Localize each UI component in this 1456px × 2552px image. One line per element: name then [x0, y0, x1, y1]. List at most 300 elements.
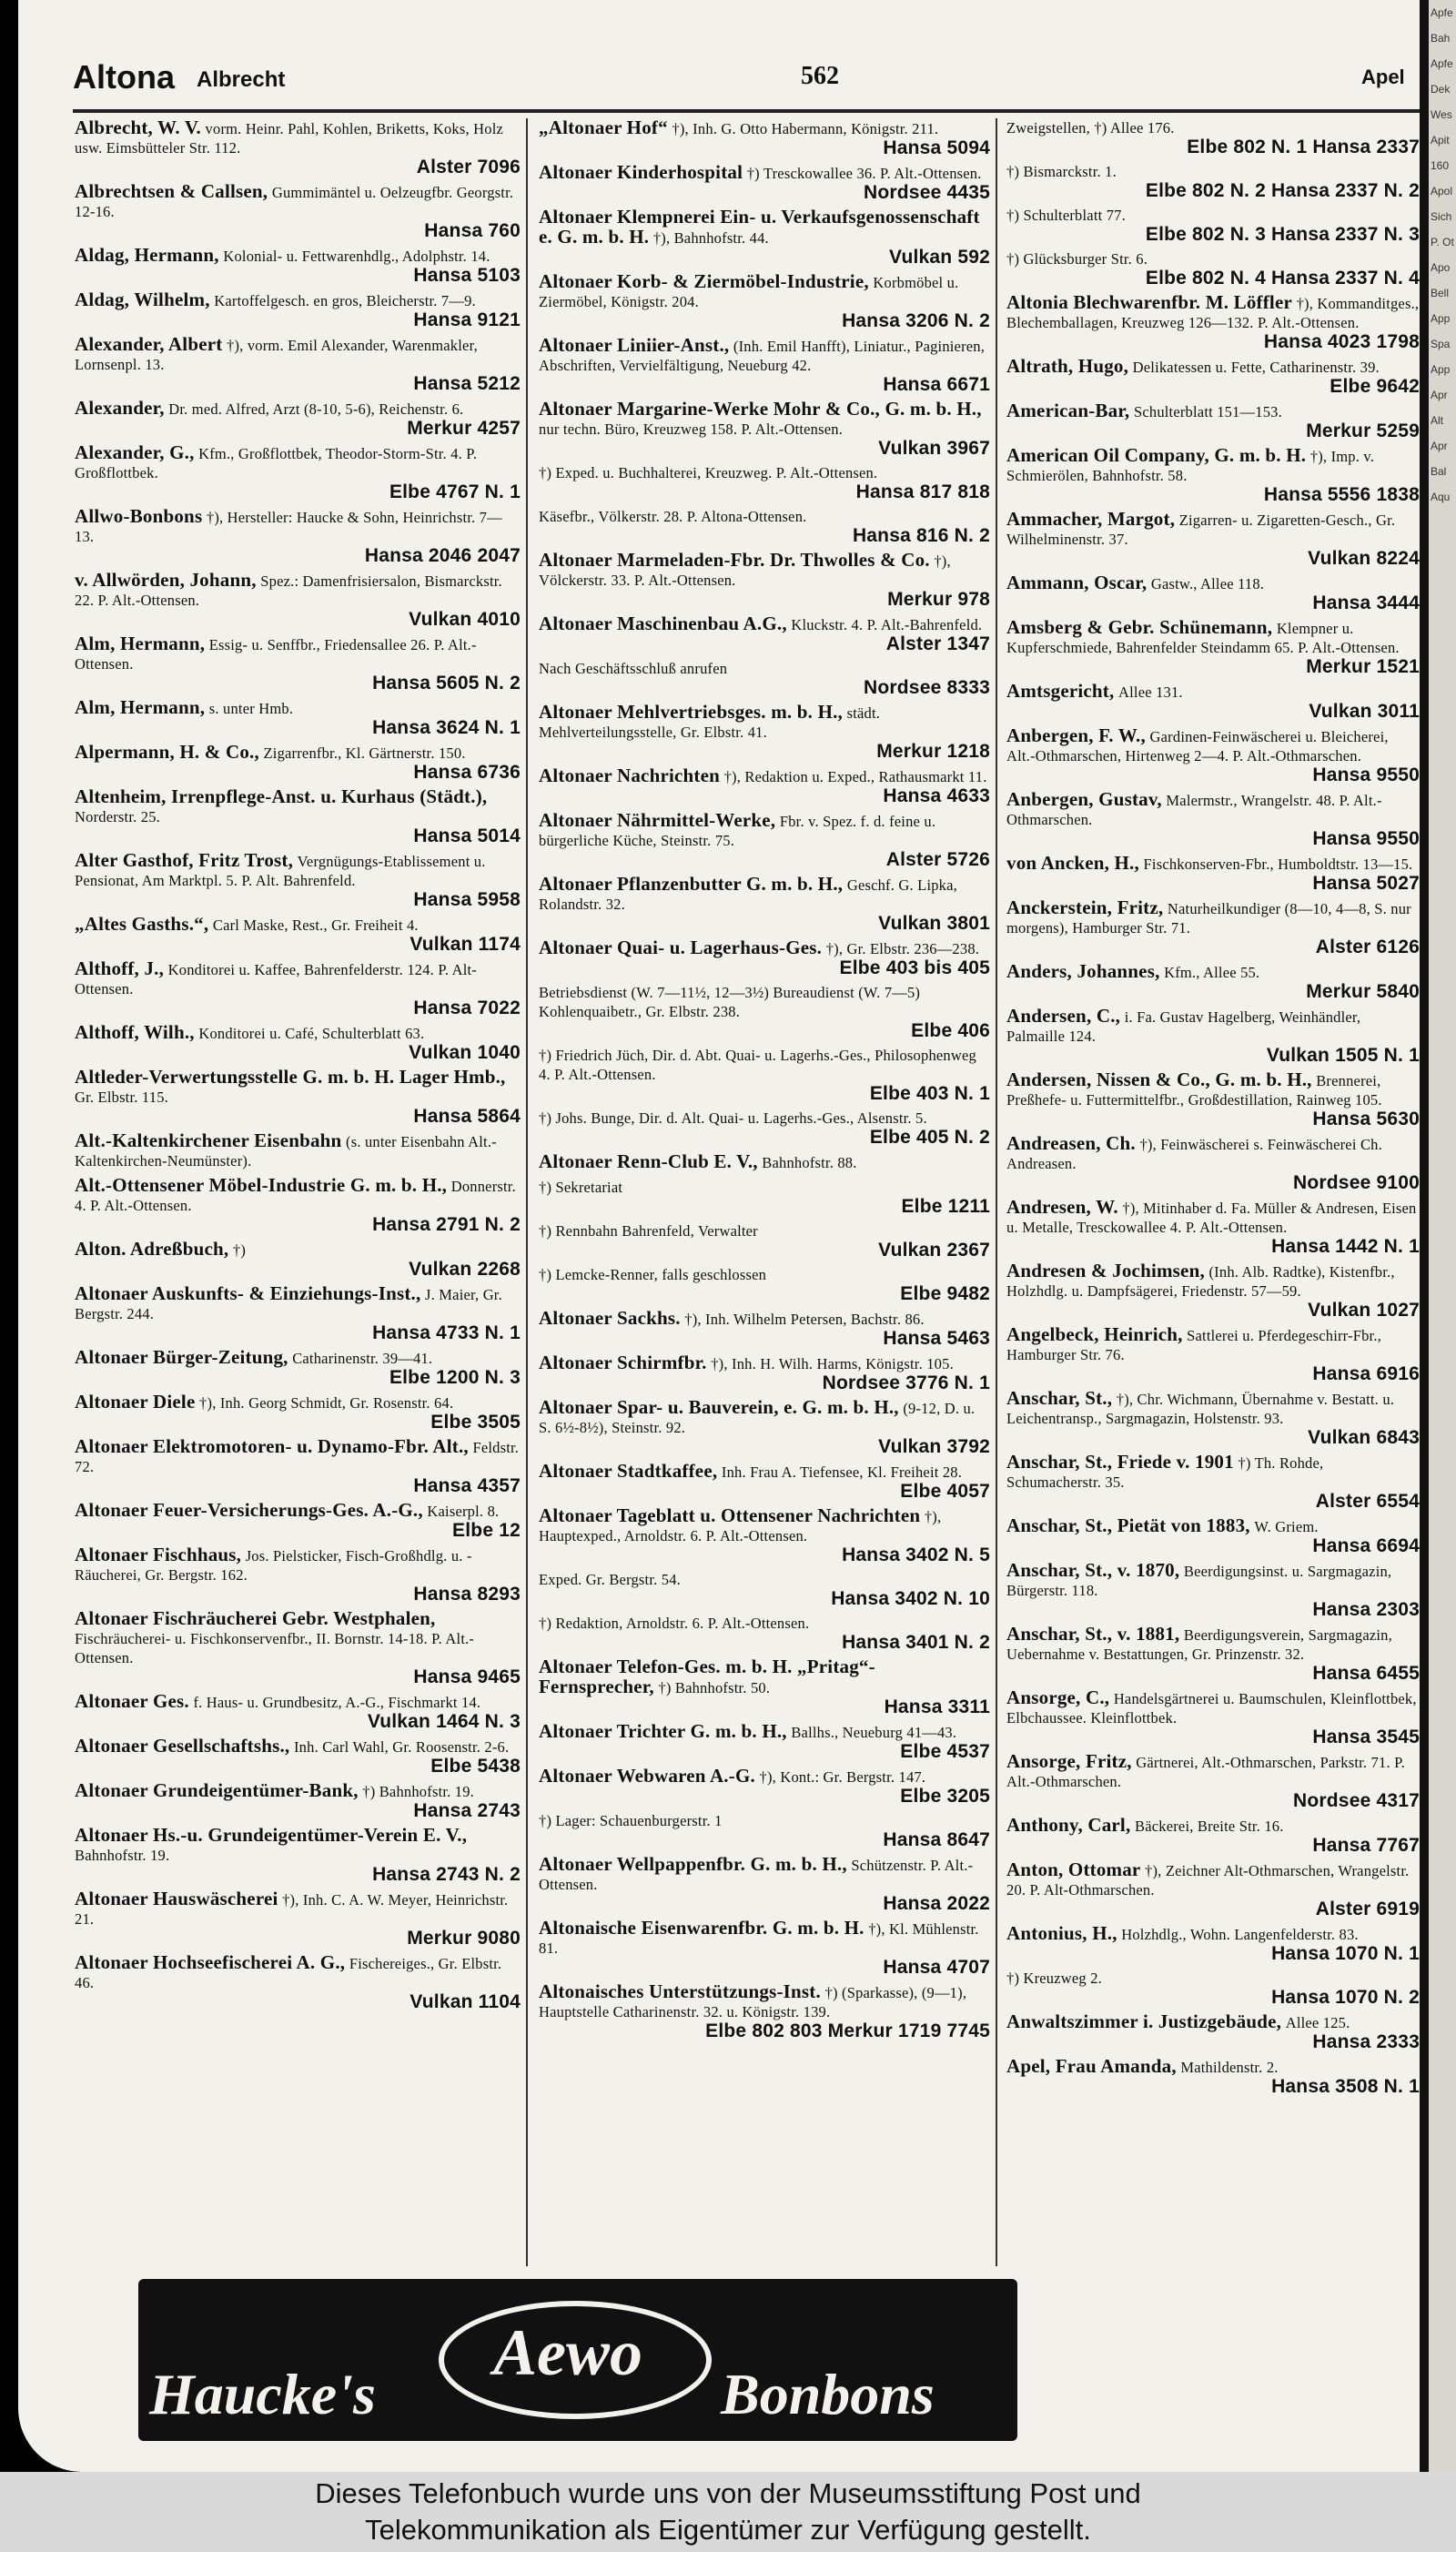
entry-detail: Fischräucherei- u. Fischkonservenfbr., II. Bornstr. 14-18. P. Alt.-Ottensen.: [75, 1630, 475, 1666]
directory-entry: [539, 1178, 990, 1216]
entry-name: v. Allwörden, Johann,: [75, 569, 257, 591]
entry-phone: Merkur 4257: [407, 418, 521, 439]
entry-phone: Elbe 802 803 Merkur 1719 7745: [705, 2020, 990, 2041]
entry-phone: Hansa 5864: [413, 1106, 521, 1127]
entry-detail: †), Bahnhofstr. 44.: [652, 229, 769, 247]
directory-entry: [539, 1919, 990, 1977]
column-divider: [996, 118, 997, 2266]
entry-detail: Allee 125.: [1285, 2014, 1350, 2031]
entry-name: Antonius, H.,: [1006, 1922, 1117, 1944]
directory-entry: [75, 1545, 521, 1604]
entry-phone: Vulkan 3792: [878, 1436, 990, 1457]
entry-name: Alexander,: [75, 397, 165, 419]
entry-name: Amtsgericht,: [1006, 680, 1115, 702]
entry-phone: Merkur 5840: [1306, 981, 1420, 1002]
entry-phone: Vulkan 6843: [1308, 1427, 1420, 1448]
entry-detail: †) Kreuzweg 2.: [1006, 1970, 1102, 1987]
entry-name: Altonaer Fischräucherei Gebr. Westphalen,: [75, 1607, 436, 1629]
directory-entry: [75, 246, 521, 285]
entry-detail: (Inh. Emil Hanfft), Liniatur., Paginieren, Abschriften, Vervielfältigung, Neueburg 42.: [539, 338, 986, 374]
entry-detail: Kluckstr. 4. P. Alt.-Bahrenfeld.: [791, 616, 983, 633]
entry-phone: Vulkan 592: [889, 247, 990, 268]
directory-entry: [1006, 1198, 1420, 1256]
entry-phone: Hansa 6736: [413, 762, 521, 783]
entry-name: Anders, Johannes,: [1006, 960, 1160, 982]
directory-entry: [75, 399, 521, 438]
entry-name: Anton, Ottomar: [1006, 1858, 1141, 1880]
entry-detail: †), Inh. C. A. W. Meyer, Heinrichstr. 21.: [75, 1891, 509, 1928]
directory-entry: [539, 118, 990, 157]
entry-phone: Hansa 5103: [413, 265, 521, 286]
column-divider: [526, 118, 528, 2266]
ad-brand: Haucke's: [149, 2362, 376, 2426]
entry-detail: Käsefbr., Völkerstr. 28. P. Altona-Ottensen.: [539, 508, 807, 525]
entry-detail: †), Mitinhaber d. Fa. Müller & Andresen, Eisen u. Metalle, Tresckowallee 4. P. Alt.-Ottensen.: [1006, 1200, 1417, 1236]
entry-phone: Vulkan 3011: [1309, 701, 1420, 722]
directory-entry: [539, 1265, 990, 1303]
entry-phone: Elbe 9642: [1330, 376, 1420, 397]
entry-detail: (s. unter Eisenbahn Alt.-Kaltenkirchen-Neumünster).: [75, 1133, 497, 1170]
directory-entry: [539, 1398, 990, 1456]
entry-phone: Hansa 7022: [413, 998, 521, 1018]
entry-phone: Hansa 3444: [1312, 592, 1420, 613]
entry-name: Altonaer Marmeladen-Fbr. Dr. Thwolles & Co.: [539, 549, 930, 571]
entry-phone: Vulkan 3801: [878, 913, 990, 934]
directory-entry: [539, 507, 990, 545]
directory-entry: [1006, 898, 1420, 957]
entry-name: Altonaer Sackhs.: [539, 1307, 681, 1329]
directory-entry: [539, 463, 990, 501]
entry-detail: Exped. Gr. Bergstr. 54.: [539, 1571, 681, 1588]
entry-name: Anckerstein, Fritz,: [1006, 896, 1164, 918]
directory-entry: [539, 983, 990, 1040]
entry-name: von Ancken, H.,: [1006, 852, 1139, 874]
entry-detail: nur techn. Büro, Kreuzweg 158. P. Alt.-Ottensen.: [539, 420, 844, 438]
entry-phone: Hansa 3401 N. 2: [842, 1632, 990, 1653]
entry-detail: †), Hauptexped., Arnoldstr. 6. P. Alt.-Ottensen.: [539, 1508, 942, 1544]
directory-entry: [75, 1692, 521, 1731]
directory-entry: [75, 1176, 521, 1234]
entry-detail: Allee 131.: [1118, 684, 1183, 701]
entry-phone: Hansa 3624 N. 1: [372, 717, 521, 738]
entry-phone: Hansa 2791 N. 2: [372, 1214, 521, 1235]
entry-phone: Merkur 1218: [876, 741, 990, 762]
entry-phone: Vulkan 2367: [878, 1240, 990, 1261]
entry-detail: †) Lager: Schauenburgerstr. 1: [539, 1812, 723, 1829]
directory-entry: [539, 875, 990, 933]
entry-detail: Fischkonserven-Fbr., Humboldtstr. 13—15.: [1143, 856, 1413, 873]
entry-name: Altonaer Feuer-Versicherungs-Ges. A.-G.,: [75, 1499, 423, 1521]
entry-name: Ammacher, Margot,: [1006, 508, 1176, 530]
entry-phone: Elbe 802 N. 1 Hansa 2337: [1187, 137, 1420, 157]
entry-name: Altonaer Ges.: [75, 1690, 189, 1712]
entry-name: Altonaer Telefon-Ges. m. b. H. „Pritag“-Fernsprecher,: [539, 1656, 875, 1697]
adjacent-page-fragment: P. Ot: [1431, 236, 1454, 248]
entry-phone: Merkur 1521: [1306, 656, 1420, 677]
entry-detail: Fbr. v. Spez. f. d. feine u. bürgerliche Küche, Steinstr. 75.: [539, 813, 936, 849]
entry-name: American Oil Company, G. m. b. H.: [1006, 444, 1307, 466]
entry-phone: Elbe 1200 N. 3: [389, 1367, 521, 1388]
directory-entry: [539, 766, 990, 805]
entry-phone: Hansa 9550: [1312, 828, 1420, 849]
directory-entry: [75, 1068, 521, 1126]
entry-detail: †) Rennbahn Bahrenfeld, Verwalter: [539, 1222, 758, 1240]
entry-name: Altonaer Elektromotoren- u. Dynamo-Fbr. Alt.,: [75, 1435, 469, 1457]
entry-detail: Zigarrenfbr., Kl. Gärtnerstr. 150.: [263, 744, 466, 762]
directory-entry: [75, 507, 521, 565]
footer-line-2: Telekommunikation als Eigentümer zur Verfügung gestellt.: [365, 2514, 1091, 2546]
entry-name: Albrechtsen & Callsen,: [75, 180, 268, 202]
entry-detail: Feldstr. 72.: [75, 1439, 520, 1475]
entry-phone: Hansa 2046 2047: [364, 545, 521, 566]
entry-detail: Inh. Carl Wahl, Gr. Roosenstr. 2-6.: [293, 1738, 510, 1756]
directory-entry: [75, 915, 521, 954]
directory-entry: [1006, 162, 1420, 200]
entry-phone: Hansa 5094: [883, 137, 990, 158]
directory-entry: [75, 1953, 521, 2011]
directory-entry: [539, 1353, 990, 1392]
entry-detail: Kfm., Allee 55.: [1164, 964, 1260, 981]
directory-entry: [539, 1722, 990, 1761]
entry-detail: †), Inh. H. Wilh. Harms, Königstr. 105.: [711, 1355, 954, 1372]
directory-entry: [539, 1657, 990, 1717]
entry-detail: städt. Mehlverteilungsstelle, Gr. Elbstr. 41.: [539, 704, 881, 741]
entry-detail: †) Lemcke-Renner, falls geschlossen: [539, 1266, 767, 1283]
entry-detail: Jos. Pielsticker, Fisch-Großhdlg. u. -Räucherei, Gr. Bergstr. 162.: [75, 1547, 472, 1584]
entry-detail: †) (Sparkasse), (9—1), Hauptstelle Catharinenstr. 32. u. Königstr. 139.: [539, 1984, 967, 2020]
entry-phone: Hansa 9121: [413, 309, 521, 330]
directory-entry: [75, 634, 521, 693]
directory-entry: [539, 1982, 990, 2041]
directory-entry: [75, 743, 521, 782]
entry-detail: †), Kl. Mühlenstr. 81.: [539, 1920, 979, 1957]
entry-phone: Elbe 3205: [900, 1786, 990, 1807]
entry-name: Andersen, C.,: [1006, 1005, 1121, 1027]
entry-name: Alexander, G.,: [75, 441, 195, 463]
entry-phone: Hansa 3545: [1312, 1727, 1420, 1747]
entry-name: Aldag, Wilhelm,: [75, 289, 210, 310]
entry-name: Altonaisches Unterstützungs-Inst.: [539, 1980, 821, 2002]
entry-phone: Elbe 5438: [430, 1756, 521, 1777]
entry-phone: Hansa 4023 1798: [1263, 331, 1420, 352]
page-number: 562: [801, 62, 839, 90]
entry-detail: Klempner u. Kupferschmiede, Bahrenfelder Steindamm 65. P. Alt.-Ottensen.: [1006, 620, 1400, 656]
entry-name: Altonaer Hauswäscherei: [75, 1888, 278, 1909]
entry-name: Altonaer Wellpappenfbr. G. m. b. H.,: [539, 1853, 847, 1875]
adjacent-page-fragment: Bah: [1431, 32, 1451, 45]
entry-phone: Vulkan 1464 N. 3: [367, 1711, 521, 1732]
entry-name: Altonaer Hochseefischerei A. G.,: [75, 1951, 346, 1973]
adjacent-page-fragment: Apol: [1431, 185, 1453, 197]
entry-phone: Hansa 5556 1838: [1263, 484, 1420, 505]
entry-phone: Vulkan 1040: [409, 1042, 521, 1063]
directory-entry: [75, 571, 521, 629]
entry-name: Altonaer Kinderhospital: [539, 161, 743, 183]
entry-name: Alpermann, H. & Co.,: [75, 741, 259, 763]
entry-phone: Hansa 2303: [1312, 1599, 1420, 1620]
entry-detail: Dr. med. Alfred, Arzt (8-10, 5-6), Reichenstr. 6.: [168, 400, 464, 418]
entry-name: Altonaer Klempnerei Ein- u. Verkaufsgenossenschaft e. G. m. b. H.: [539, 206, 980, 248]
entry-detail: †), Völckerstr. 33. P. Alt.-Ottensen.: [539, 552, 951, 589]
entry-phone: Nordsee 9100: [1293, 1172, 1420, 1193]
entry-name: Aldag, Hermann,: [75, 244, 219, 266]
directory-entry: [1006, 1924, 1420, 1963]
entry-phone: Elbe 4767 N. 1: [389, 481, 521, 502]
adjacent-page-fragment: Aqu: [1431, 491, 1451, 503]
entry-phone: Elbe 4057: [900, 1481, 990, 1502]
entry-phone: Hansa 9465: [413, 1666, 521, 1687]
directory-entry: [539, 1855, 990, 1913]
entry-detail: †) Tresckowallee 36. P. Alt.-Ottensen.: [746, 165, 982, 182]
directory-entry: [539, 1152, 990, 1172]
entry-phone: Hansa 7767: [1312, 1835, 1420, 1856]
entry-name: Ansorge, Fritz,: [1006, 1750, 1132, 1772]
entry-phone: Elbe 403 bis 405: [839, 957, 990, 978]
entry-phone: Hansa 4733 N. 1: [372, 1322, 521, 1343]
entry-name: Anschar, St., v. 1881,: [1006, 1623, 1180, 1645]
entry-detail: †): [232, 1241, 247, 1259]
entry-name: Altonaer Nachrichten: [539, 765, 720, 786]
entry-phone: Hansa 2743 N. 2: [372, 1864, 521, 1885]
entry-phone: Hansa 4357: [413, 1475, 521, 1496]
entry-name: Altonaer Pflanzenbutter G. m. b. H.,: [539, 873, 844, 895]
entry-phone: Merkur 5259: [1306, 420, 1420, 441]
directory-entry: [539, 811, 990, 869]
directory-entry: [75, 1131, 521, 1170]
entry-detail: Gärtnerei, Alt.-Othmarschen, Parkstr. 71. P. Alt.-Othmarschen.: [1006, 1754, 1405, 1790]
entry-phone: Hansa 4707: [883, 1957, 990, 1978]
entry-phone: Vulkan 2268: [409, 1259, 521, 1280]
directory-entry: [1006, 573, 1420, 613]
entry-phone: Merkur 978: [887, 589, 990, 610]
listing-column-3: [1006, 118, 1420, 2212]
entry-phone: Hansa 817 818: [855, 481, 990, 502]
entry-name: Altonaer Nährmittel-Werke,: [539, 809, 776, 831]
entry-detail: Konditorei u. Kaffee, Bahrenfelderstr. 124. P. Alt-Ottensen.: [75, 961, 478, 998]
entry-name: Alexander, Albert: [75, 333, 223, 355]
entry-detail: Bäckerei, Breite Str. 16.: [1135, 1818, 1284, 1835]
entry-phone: Hansa 3206 N. 2: [842, 310, 990, 331]
entry-detail: Malermstr., Wrangelstr. 48. P. Alt.-Othmarschen.: [1006, 792, 1382, 828]
directory-entry: [539, 163, 990, 202]
adjacent-page-fragment: 160: [1431, 159, 1450, 172]
entry-phone: Elbe 3505: [430, 1412, 521, 1433]
entry-name: Ammann, Oscar,: [1006, 572, 1148, 593]
entry-name: „Altonaer Hof“: [539, 118, 668, 138]
entry-phone: Vulkan 1174: [410, 934, 521, 955]
entry-phone: Hansa 6694: [1312, 1535, 1420, 1556]
entry-name: Alton. Adreßbuch,: [75, 1238, 229, 1260]
entry-detail: Beerdigungsverein, Sargmagazin, Uebernahme v. Bestattungen, Gr. Prinzenstr. 32.: [1006, 1626, 1392, 1663]
directory-entry: [539, 938, 990, 977]
directory-entry: [1006, 357, 1420, 396]
entry-detail: †), Inh. Georg Schmidt, Gr. Rosenstr. 64.: [199, 1394, 454, 1412]
entry-detail: †), Hersteller: Haucke & Sohn, Heinrichstr. 7—13.: [75, 509, 502, 545]
directory-entry: [75, 1781, 521, 1820]
entry-phone: Elbe 802 N. 2 Hansa 2337 N. 2: [1145, 180, 1420, 201]
directory-entry: [539, 703, 990, 761]
entry-phone: Hansa 6916: [1312, 1363, 1420, 1384]
directory-entry: [1006, 854, 1420, 893]
entry-phone: Elbe 12: [452, 1520, 521, 1541]
entry-name: Andresen, W.: [1006, 1196, 1118, 1218]
directory-entry: [1006, 1752, 1420, 1810]
adjacent-page-fragment: Bell: [1431, 287, 1450, 299]
entry-name: Altonaer Renn-Club E. V.,: [539, 1150, 758, 1172]
directory-entry: [75, 1023, 521, 1062]
advertisement-banner: [138, 2279, 1017, 2441]
entry-phone: Hansa 2333: [1312, 2031, 1420, 2052]
entry-name: Altonaische Eisenwarenfbr. G. m. b. H.: [539, 1917, 864, 1939]
entry-name: Altonaer Fischhaus,: [75, 1544, 242, 1565]
entry-detail: Konditorei u. Café, Schulterblatt 63.: [198, 1025, 425, 1042]
directory-entry: [1006, 682, 1420, 721]
entry-detail: vorm. Heinr. Pahl, Kohlen, Briketts, Koks, Holz usw. Eimsbütteler Str. 112.: [75, 120, 503, 157]
directory-entry: [1006, 726, 1420, 785]
entry-detail: Gardinen-Feinwäscherei u. Bleicherei, Alt.-Othmarschen, Hirtenweg 2—4. P. Alt.-Othmarschen.: [1006, 728, 1389, 765]
entry-phone: Vulkan 3967: [878, 438, 990, 459]
entry-detail: Mathildenstr. 2.: [1180, 2059, 1279, 2076]
adjacent-page-fragment: App: [1431, 363, 1451, 376]
entry-phone: Vulkan 1505 N. 1: [1266, 1045, 1420, 1066]
entry-name: Altonaer Quai- u. Lagerhaus-Ges.: [539, 937, 823, 958]
footer-line-1: Dieses Telefonbuch wurde uns von der Museumsstiftung Post und: [315, 2477, 1141, 2509]
entry-detail: †) Bahnhofstr. 50.: [658, 1679, 771, 1696]
entry-detail: Gastw., Allee 118.: [1150, 575, 1265, 592]
directory-entry: [75, 1284, 521, 1342]
directory-entry: [1006, 510, 1420, 568]
directory-entry: [1006, 206, 1420, 244]
directory-entry: [75, 290, 521, 329]
ad-product: Bonbons: [721, 2362, 935, 2426]
directory-entry: [1006, 1688, 1420, 1747]
directory-entry: [1006, 1860, 1420, 1919]
entry-phone: Hansa 6455: [1312, 1663, 1420, 1684]
entry-name: Alter Gasthof, Fritz Trost,: [75, 849, 294, 871]
entry-name: Altonaer Gesellschaftshs.,: [75, 1735, 290, 1757]
entry-name: Anschar, St.,: [1006, 1387, 1113, 1409]
adjacent-page-fragment: Apfe: [1431, 57, 1453, 70]
adjacent-page-fragment: Apfe: [1431, 6, 1453, 19]
entry-phone: Elbe 403 N. 1: [869, 1083, 990, 1104]
directory-entry: [1006, 249, 1420, 288]
entry-detail: †) Exped. u. Buchhalterei, Kreuzweg. P. Alt.-Ottensen.: [539, 464, 878, 481]
directory-entry: [1006, 1070, 1420, 1129]
entry-phone: Alster 7096: [416, 157, 521, 177]
entry-phone: Nordsee 3776 N. 1: [822, 1372, 990, 1393]
entry-phone: Hansa 1070 N. 1: [1271, 1943, 1420, 1964]
entry-phone: Alster 6126: [1315, 937, 1420, 957]
entry-name: Altonaer Stadtkaffee,: [539, 1460, 718, 1482]
entry-name: Altenheim, Irrenpflege-Anst. u. Kurhaus (Städt.),: [75, 785, 488, 807]
entry-detail: Sattlerei u. Pferdegeschirr-Fbr., Hamburger Str. 76.: [1006, 1327, 1381, 1363]
directory-entry: [75, 851, 521, 909]
directory-entry: [1006, 618, 1420, 676]
entry-detail: W. Griem.: [1254, 1518, 1319, 1535]
header-last-name: Apel: [1361, 66, 1405, 88]
entry-detail: Korbmöbel u. Ziermöbel, Königstr. 204.: [539, 274, 959, 310]
entry-name: Anschar, St., Friede v. 1901: [1006, 1451, 1234, 1473]
entry-detail: Fischereiges., Gr. Elbstr. 46.: [75, 1955, 502, 1991]
entry-name: Altonaer Bürger-Zeitung,: [75, 1346, 288, 1368]
directory-entry: [75, 1348, 521, 1387]
entry-detail: Nach Geschäftsschluß anrufen: [539, 660, 728, 677]
directory-entry: [539, 1109, 990, 1147]
entry-detail: †) Schulterblatt 77.: [1006, 207, 1126, 224]
entry-name: „Altes Gasths.“,: [75, 913, 209, 935]
entry-phone: Hansa 1442 N. 1: [1271, 1236, 1420, 1257]
entry-name: Altonaer Korb- & Ziermöbel-Industrie,: [539, 270, 869, 292]
entry-name: Althoff, Wilh.,: [75, 1021, 195, 1043]
entry-name: Altonaer Trichter G. m. b. H.,: [539, 1720, 787, 1742]
entry-detail: †) Johs. Bunge, Dir. d. Alt. Quai- u. Lagerhs.-Ges., Alsenstr. 5.: [539, 1109, 927, 1127]
directory-entry: [539, 659, 990, 697]
entry-name: American-Bar,: [1006, 400, 1130, 421]
entry-phone: Elbe 802 N. 4 Hansa 2337 N. 4: [1145, 268, 1420, 289]
directory-entry: [539, 614, 990, 653]
adjacent-page-fragment: Apo: [1431, 261, 1451, 274]
entry-detail: Gr. Elbstr. 115.: [75, 1089, 168, 1106]
entry-detail: Schulterblatt 151—153.: [1133, 403, 1282, 420]
directory-entry: [1006, 401, 1420, 441]
directory-entry: [1006, 1816, 1420, 1855]
entry-phone: Hansa 8293: [413, 1584, 521, 1605]
entry-name: Ansorge, C.,: [1006, 1686, 1110, 1708]
directory-entry: [75, 1392, 521, 1432]
entry-detail: Zweigstellen, †) Allee 176.: [1006, 119, 1175, 137]
entry-name: Alm, Hermann,: [75, 696, 206, 718]
entry-phone: Hansa 5212: [413, 373, 521, 394]
entry-name: Altrath, Hugo,: [1006, 355, 1129, 377]
entry-name: Albrecht, W. V.: [75, 118, 201, 138]
directory-entry: [539, 1506, 990, 1565]
entry-phone: Hansa 8647: [883, 1829, 990, 1850]
directory-entry: [75, 1826, 521, 1884]
directory-entry: [1006, 1325, 1420, 1383]
entry-phone: Hansa 5630: [1312, 1109, 1420, 1129]
entry-phone: Hansa 2743: [413, 1800, 521, 1821]
entry-name: Altonaer Maschinenbau A.G.,: [539, 613, 787, 634]
directory-entry: [539, 336, 990, 394]
entry-phone: Nordsee 4317: [1293, 1790, 1420, 1811]
entry-detail: †), Gr. Elbstr. 236—238.: [825, 940, 980, 957]
entry-detail: Kolonial- u. Fettwarenhdlg., Adolphstr. 14.: [223, 248, 490, 265]
entry-phone: Hansa 5958: [413, 889, 521, 910]
directory-entry: [1006, 962, 1420, 1001]
entry-phone: Vulkan 4010: [409, 609, 521, 630]
entry-detail: Naturheilkundiger (8—10, 4—8, S. nur morgens), Hamburger Str. 71.: [1006, 900, 1411, 937]
entry-name: Alt.-Ottensener Möbel-Industrie G. m. b. H.,: [75, 1174, 448, 1196]
directory-entry: [1006, 2057, 1420, 2096]
entry-detail: †) Friedrich Jüch, Dir. d. Abt. Quai- u. Lagerhs.-Ges., Philosophenweg 4. P. Alt.-Ottensen.: [539, 1047, 976, 1083]
entry-detail: †), Redaktion u. Exped., Rathausmarkt 11.: [723, 768, 987, 785]
entry-name: Anschar, St., v. 1870,: [1006, 1559, 1180, 1581]
directory-entry: [1006, 1561, 1420, 1619]
entry-name: Althoff, J.,: [75, 957, 165, 979]
entry-detail: (Inh. Alb. Radtke), Kistenfbr., Holzhdlg. u. Dampfsägerei, Friedenstr. 57—59.: [1006, 1263, 1395, 1300]
directory-entry: [75, 182, 521, 240]
entry-name: Altonaer Auskunfts- & Einziehungs-Inst.,: [75, 1282, 421, 1304]
adjacent-page-strip: [1420, 0, 1456, 2472]
directory-entry: [539, 272, 990, 330]
entry-detail: Brennerei, Preßhefe- u. Futtermittelfbr., Großdestillation, Rainweg 105.: [1006, 1072, 1382, 1109]
directory-entry: [1006, 1007, 1420, 1065]
entry-detail: †), Imp. v. Schmierölen, Bahnhofstr. 58.: [1006, 448, 1375, 484]
entry-detail: Spez.: Damenfrisiersalon, Bismarckstr. 22. P. Alt.-Ottensen.: [75, 572, 502, 609]
entry-detail: †), Chr. Wichmann, Übernahme v. Bestatt. u. Leichentransp., Sargmagazin, Holstenstr. 93.: [1006, 1391, 1395, 1427]
entry-name: Altonaer Schirmfbr.: [539, 1352, 707, 1373]
entry-phone: Nordsee 8333: [864, 677, 990, 698]
